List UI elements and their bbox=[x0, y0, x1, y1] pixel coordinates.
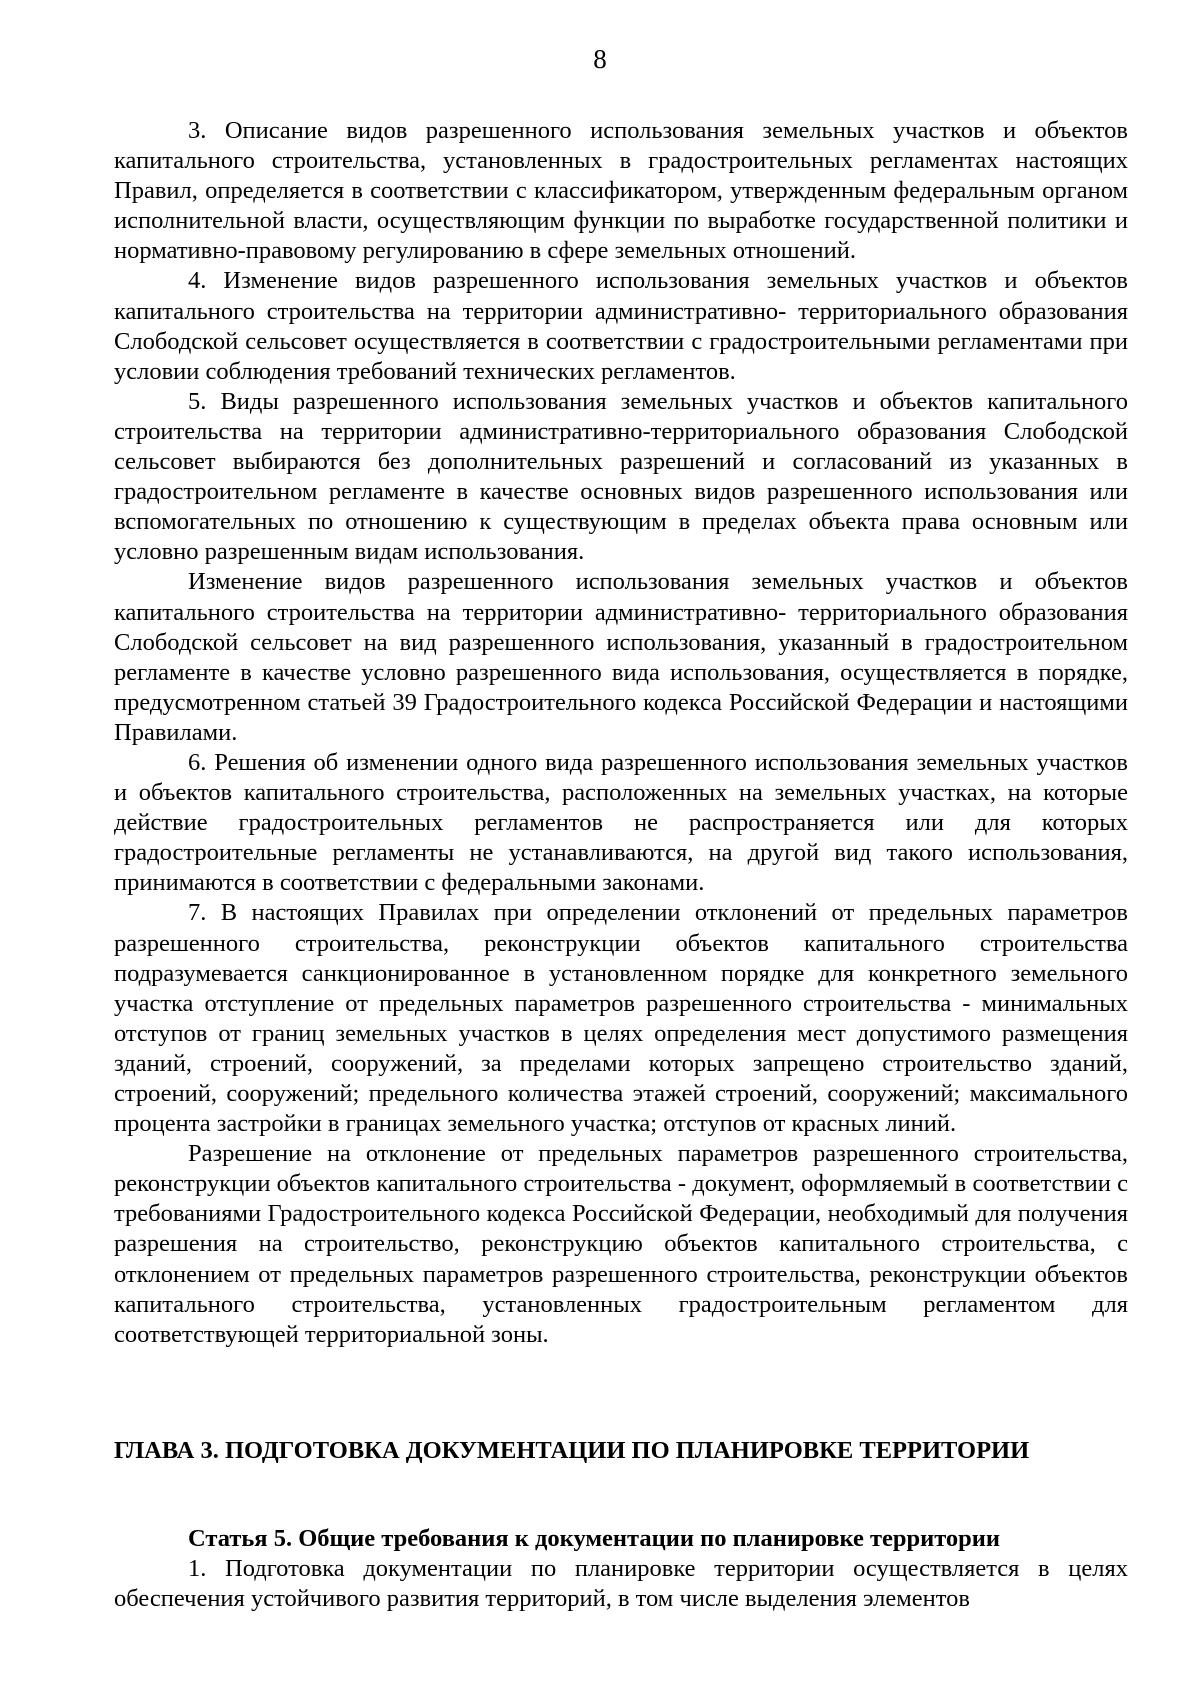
document-body bbox=[114, 116, 1128, 1350]
article-paragraph: 1. Подготовка документации по планировке территории осуществляется в целях обеспечения устойчивого развития территорий, в том числе выделения элементов bbox=[114, 1555, 1128, 1613]
paragraph-item-5: 5. Виды разрешенного использования земельных участков и объектов капитального строительства на территории административно-территориального образования Слободской сельсовет выбираются без дополнительных разрешений и согласований из указанных в градостроительном регламенте в качестве основных видов разрешенного использования или вспомогательных по отношению к существующим в пределах объекта права основным или условно разрешенным видам использования. bbox=[114, 387, 1128, 566]
paragraph-item-7: 7. В настоящих Правилах при определении отклонений от предельных параметров разрешенного строительства, реконструкции объектов капитального строительства подразумевается санкционированное в установленном порядке для конкретного земельного участка отступление от предельных параметров разрешенного строительства - минимальных отступов от границ земельных участков в целях определения мест допустимого размещения зданий, строений, сооружений, за пределами которых запрещено строительство зданий, строений, сооружений; предельного количества этажей строений, сооружений; максимального процента застройки в границах земельного участка; отступов от красных линий. bbox=[114, 899, 1128, 1138]
paragraph-item-7-continued: Разрешение на отклонение от предельных параметров разрешенного строительства, реконструкции объектов капитального строительства - документ, оформляемый в соответствии с требованиями Градостроительного кодекса Российской Федерации, необходимый для получения разрешения на строительство, реконструкцию объектов капитального строительства, с отклонением от предельных параметров разрешенного строительства, реконструкции объектов капитального строительства, установленных градостроительным регламентом для соответствующей территориальной зоны. bbox=[114, 1140, 1128, 1348]
paragraph-item-4: 4. Изменение видов разрешенного использования земельных участков и объектов капитального строительства на территории административно- территориального образования Слободской сельсовет осуществляется в соответствии с градостроительными регламентами при условии соблюдения требований технических регламентов. bbox=[114, 267, 1128, 385]
article-section bbox=[114, 1524, 1128, 1614]
chapter-heading: ГЛАВА 3. ПОДГОТОВКА ДОКУМЕНТАЦИИ ПО ПЛАНИРОВКЕ ТЕРРИТОРИИ bbox=[114, 1437, 1030, 1464]
paragraph-item-3: 3. Описание видов разрешенного использования земельных участков и объектов капитального строительства, установленных в градостроительных регламентах настоящих Правил, определяется в соответствии с классификатором, утвержденным федеральным органом исполнительной власти, осуществляющим функции по выработке государственной политики и нормативно-правовому регулированию в сфере земельных отношений. bbox=[114, 117, 1128, 265]
article-heading: Статья 5. Общие требования к документации по планировке территории bbox=[188, 1525, 1001, 1552]
page-number: 8 bbox=[593, 44, 607, 74]
paragraph-item-6: 6. Решения об изменении одного вида разрешенного использования земельных участков и объектов капитального строительства, расположенных на земельных участках, на которые действие градостроительных регламентов не распространяется или для которых градостроительные регламенты не устанавливаются, на другой вид такого использования, принимаются в соответствии с федеральными законами. bbox=[114, 748, 1128, 897]
paragraph-item-5-continued: Изменение видов разрешенного использования земельных участков и объектов капитального строительства на территории административно- территориального образования Слободской сельсовет на вид разрешенного использования, указанный в градостроительном регламенте в качестве условно разрешенного вида использования, осуществляется в порядке, предусмотренном статьей 39 Градостроительного кодекса Российской Федерации и настоящими Правилами. bbox=[114, 568, 1128, 746]
